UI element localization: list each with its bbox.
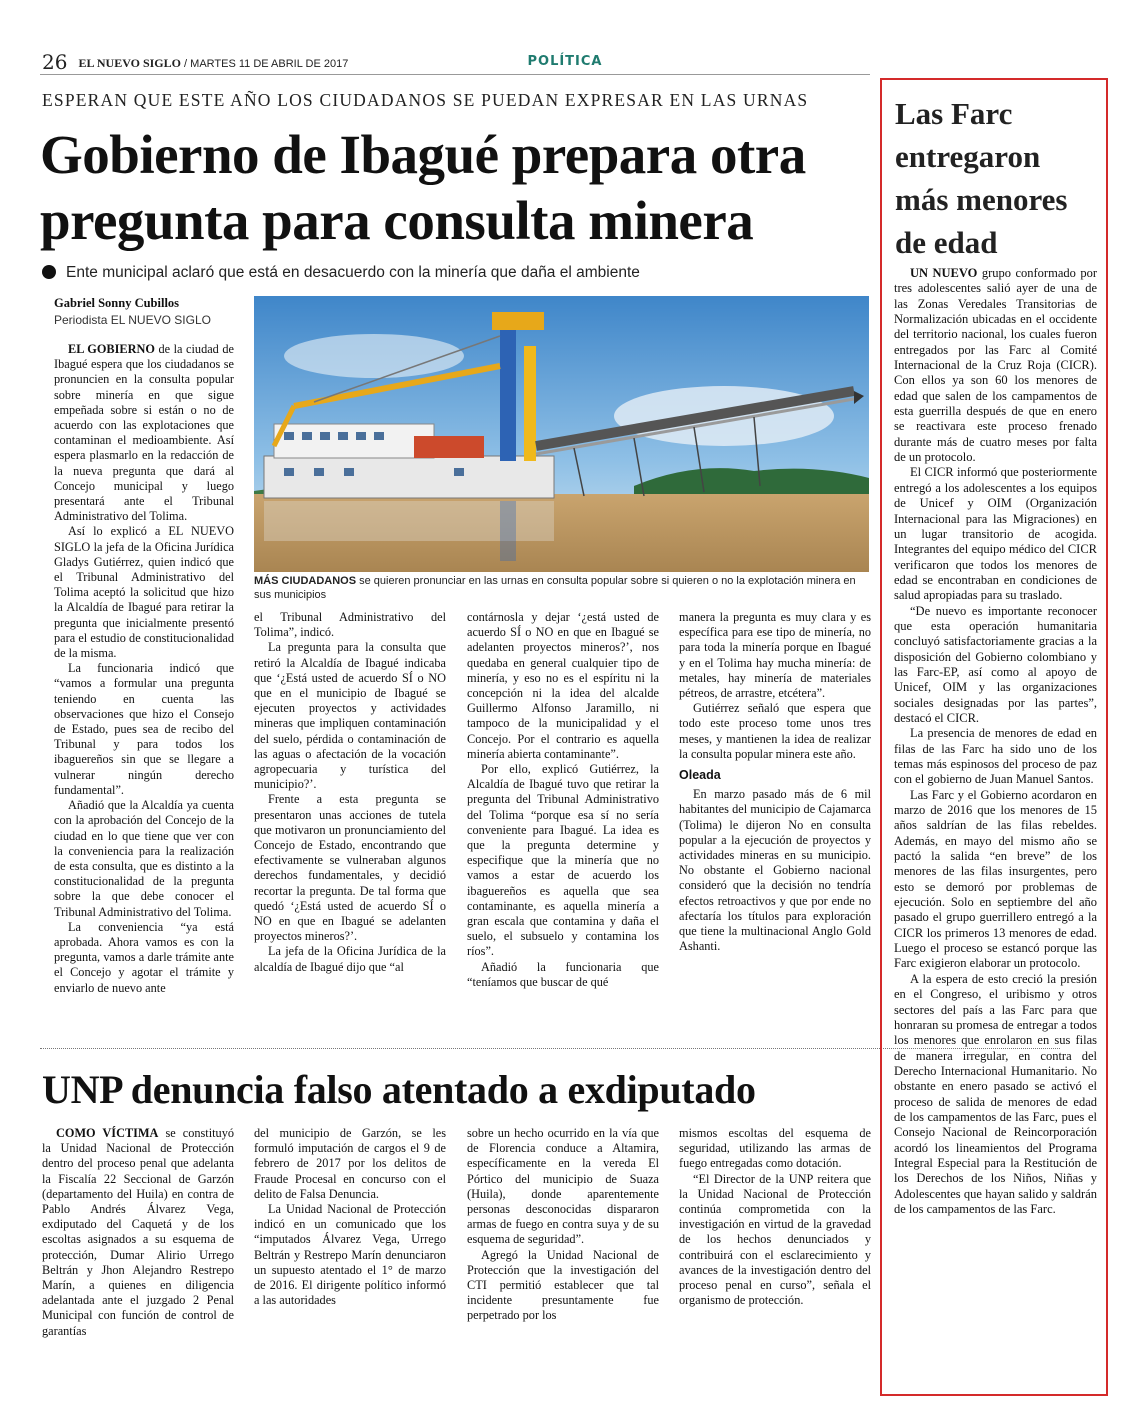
paragraph: “De nuevo es importante reconocer que esta operación humanitaria concluyó satisfactoriamente gracias a la disposición del Gobierno colombiano y las Farc-EP, así como al apoyo de Unicef, OIM y las organizaciones sociales designadas por las partes”, destacó el CICR. [894,603,1097,725]
lead-in: EL GOBIERNO [68,342,155,356]
mining-dredge-photo [254,296,869,572]
caption-text: se quieren pronunciar en las urnas en consulta popular sobre si quieren o no la explotación minera en sus municipios [254,575,856,601]
paragraph: La Unidad Nacional de Protección indicó en un comunicado que los “imputados Álvarez Vega, Urrego Beltrán y Restrepo Marín denunciaron un supuesto atentado el 1° de marzo de 2016. El dirigente político informó a las autoridades [254,1202,446,1308]
article-deck [42,264,640,282]
paragraph: La conveniencia “ya está aprobada. Ahora vamos es con la pregunta, vamos a darle trámite ante el Concejo y agotar el trámite y enviarlo de nuevo ante [54,919,234,995]
paragraph: grupo conformado por tres adolescentes salió ayer de una de las Zonas Veredales Transitorias de Normalización ubicadas en el occidente del territorio nacional, los cuales fueron entregados por las Farc al Comité Internacional de la Cruz Roja (CICR). Con ellos ya son 60 los menores de edad que salen de los campamentos de esta guerrilla después de que en enero se reactivara este proceso frenado durante más de cuatro meses por falta de un protocolo. [894,266,1097,465]
paragraph: de la ciudad de Ibagué espera que los ciudadanos se pronuncien en la consulta popular sobre minería en que sigue empeñada sobre si están o no de acuerdo con las explotaciones que contaminan el medioambiente. Así espera plasmarlo en la redacción de la nueva pregunta que dará al Concejo municipal y luego presentará ante el Tribunal Administrativo del Tolima. [54,342,234,524]
paragraph: Añadió que la Alcaldía ya cuenta con la aprobación del Concejo de la ciudad en lo que tiene que ver con la conveniencia para la realización de esta consulta, que es distinto a la constitucionalidad de la pregunta sobre la que debe conocer el Tribunal Administrativo del Tolima. [54,798,234,919]
paragraph: El CICR informó que posteriormente entregó a los adolescentes a los equipos de Unicef y OIM (Organización Internacional para las Migraciones) en un lugar transitorio de acogida. Integrantes del equipo médico del CICR verificaron que todos los menores de edad se encontraban en condiciones de salud apropiadas para su traslado. [894,465,1097,603]
paragraph: Frente a esta pregunta se presentaron unas acciones de tutela que motivaron un pronunciamiento del Concejo de Estado, encontrando que efectivamente se vulneraban algunos derechos fundamentales, y decidió recortar la pregunta. De tal forma que quedó ‘¿Está usted de acuerdo SÍ o NO en que en Ibagué se adelanten proyectos mineros?’. [254,792,446,944]
article-column-3 [467,610,659,1032]
page-folio [42,50,348,74]
paragraph: contárnosla y dejar ‘¿está usted de acuerdo SÍ o NO en que en Ibagué se adelanten proyectos mineros?’, nos quedaba en general cualquier tipo de minería, y eso no es el espíritu ni la concepción ni la idea del alcalde Guillermo Alfonso Jaramillo, ni tampoco de la municipalidad y el Concejo. Por el contrario es aquella minería abierta contaminante”. [467,610,659,761]
paragraph: Así lo explicó a EL NUEVO SIGLO la jefa de la Oficina Jurídica Gladys Gutiérrez, quien indicó que el Tribunal Administrativo del Tolima aceptó la solicitud que hizo la Alcaldía de Ibagué para retirar la pregunta que inicialmente presentó para el estudio de constitucionalidad de la misma. [54,524,234,661]
second-column-2 [254,1126,446,1396]
paragraph: se constituyó la Unidad Nacional de Protección dentro del proceso penal que adelanta la Fiscalía 22 Seccional de Garzón (departamento del Huila) en contra de Pablo Andrés Álvarez Vega, exdiputado del Caquetá y de los escoltas asignados a su esquema de protección, Dumar Alirio Urrego Beltrán y Jhon Alejandro Restrepo Marín, a quienes en diligencia adelantada ante el juzgado 2 Penal Municipal con función de control de garantías [42,1126,234,1338]
caption-lead: MÁS CIUDADANOS [254,575,357,587]
lead-in: COMO VÍCTIMA [56,1126,159,1140]
sidebar-headline: Las Farc entregaron más menores de edad [895,96,1068,260]
paragraph: La pregunta para la consulta que retiró la Alcaldía de Ibagué indicaba que ‘¿Está usted de acuerdo SÍ o NO que en el municipio de Ibagué se ejecuten proyectos y actividades mineras que impliquen contaminación del suelo, pérdida o contaminación de las aguas o afectación de la vocación agropecuaria y turística del municipio?’. [254,640,446,792]
paragraph: mismos escoltas del esquema de seguridad, utilizando las armas de fuego entregadas como dotación. [679,1126,871,1171]
deck-text: Ente municipal aclaró que está en desacuerdo con la minería que daña el ambiente [66,264,640,281]
paragraph: Añadió la funcionaria que “teníamos que buscar de qué [467,959,659,989]
header-rule [40,74,870,75]
byline [54,296,211,327]
second-column-1 [42,1126,234,1396]
second-column-3 [467,1126,659,1396]
sidebar-box [880,78,1108,1396]
paragraph: Por ello, explicó Gutiérrez, la Alcaldía de Ibagué tuvo que retirar la pregunta del Tribunal Administrativo del Tolima “porque esa sí no sería conveniente para Ibagué. La idea es que la pregunta determine y especifique que la minería que no vamos a estar de acuerdo los ibaguereños es aquella que sea contaminante, es aquella minería a gran escala que contamina y daña el suelo, el subsuelo y contamina los ríos”. [467,762,659,959]
article-kicker: ESPERAN QUE ESTE AÑO LOS CIUDADANOS SE PUEDAN EXPRESAR EN LAS URNAS [42,90,809,110]
article-headline: Gobierno de Ibagué prepara otra pregunta para consulta minera [40,124,806,251]
paragraph: manera la pregunta es muy clara y es específica para ese tipo de minería, no para toda la minería porque en Ibagué y en el Tolima hay mucha minería: de metales, hay minería de materiales pétreos, de arrastre, etcétera”. [679,610,871,701]
sidebar-body [894,266,1097,1388]
byline-role: Periodista EL NUEVO SIGLO [54,313,211,327]
article-column-4 [679,610,871,1032]
paragraph: Gutiérrez señaló que espera que todo este proceso tome unos tres meses, y mantienen la idea de realizar la consulta popular minera este año. [679,701,871,761]
bullet-icon [42,265,56,279]
paragraph: En marzo pasado más de 6 mil habitantes del municipio de Cajamarca (Tolima) le dijeron No en consulta popular a la ejecución de proyectos y actividades mineras en su municipio. No obstante el Gobierno nacional consideró que la decisión no tendría efectos retroactivos y que por ende no afectaría los títulos para exploración que tiene la multinacional Anglo Gold Ashanti. [679,787,871,954]
article-column-2 [254,610,446,1032]
byline-name: Gabriel Sonny Cubillos [54,296,180,310]
subheading: Oleada [679,768,721,783]
paragraph: Agregó la Unidad Nacional de Protección que la investigación del CTI permitió establecer que tal incidente presuntamente fue perpetrado por los [467,1247,659,1323]
lead-in: UN NUEVO [910,266,978,280]
paragraph: La jefa de la Oficina Jurídica de la alcaldía de Ibagué dijo que “al [254,944,446,974]
page-number: 26 [42,50,68,74]
second-headline: UNP denuncia falso atentado a exdiputado [42,1067,756,1112]
article-column-1 [54,342,234,1032]
issue-date: / MARTES 11 DE ABRIL DE 2017 [184,58,349,70]
paragraph: “El Director de la UNP reitera que la Unidad Nacional de Protección continúa comprometida con la investigación en virtud de la gravedad de los hechos denunciados y contribuirá con el esclarecimiento y avances de la investigación dentro del proceso penal en curso”, señala el organismo de protección. [679,1171,871,1308]
paragraph: La funcionaria indicó que “vamos a formular una pregunta teniendo en cuenta las observaciones que hizo el Consejo de Estado, pues sea de recibo del Tribunal y para todos los ibaguereños sin que se llegare a vulnerar ningún derecho fundamental”. [54,661,234,797]
photo-caption [254,574,864,602]
paragraph: A la espera de esto creció la presión en el Congreso, el uribismo y otros sectores del país a las Farc para que honraran su promesa de entregar a todos los menores que enrolaron en sus filas de manera irregular, en contra del Derecho Internacional Humanitario. No obstante en enero pasado se activó el proceso de salida de menores de edad de los campamentos de las Farc, pues el Consejo Nacional de Reincorporación acordó los lineamientos del Programa Integral Especial para la Restitución de los Derechos de los Niños, Niñas y Adolescentes que hayan salido y saldrán de los campamentos de las Farc. [894,971,1097,1216]
paragraph: Las Farc y el Gobierno acordaron en marzo de 2016 que los menores de 15 años saldrían de las filas rebeldes. Además, en mayo del mismo año se pactó la salida “en breve” de los menores de las filas insurgentes, pero esto se demoró por problemas de ejecución. Solo en septiembre del año pasado el grupo guerrillero entregó a la CICR los primeros 13 menores de edad. Luego el proceso se estancó porque las Farc exigieron elaborar un protocolo. [894,787,1097,971]
section-label: POLÍTICA [527,54,603,69]
second-column-4 [679,1126,871,1396]
paragraph: La presencia de menores de edad en filas de las Farc ha sido uno de los temas más espinosos del proceso de paz con el gobierno de Juan Manuel Santos. [894,726,1097,787]
newspaper-name: EL NUEVO SIGLO [78,56,181,70]
paragraph: del municipio de Garzón, se les formuló imputación de cargos el 9 de febrero de 2017 por los delitos de Fraude Procesal en concurso con el delito de Falsa Denuncia. [254,1126,446,1201]
paragraph: el Tribunal Administrativo del Tolima”, indicó. [254,610,446,640]
paragraph: sobre un hecho ocurrido en la vía que de Florencia conduce a Altamira, específicamente en la vereda El Pórtico del municipio de Suaza (Huila), donde aparentemente personas desconocidas dispararon armas de fuego en contra suya y de su esquema de seguridad”. [467,1126,659,1247]
